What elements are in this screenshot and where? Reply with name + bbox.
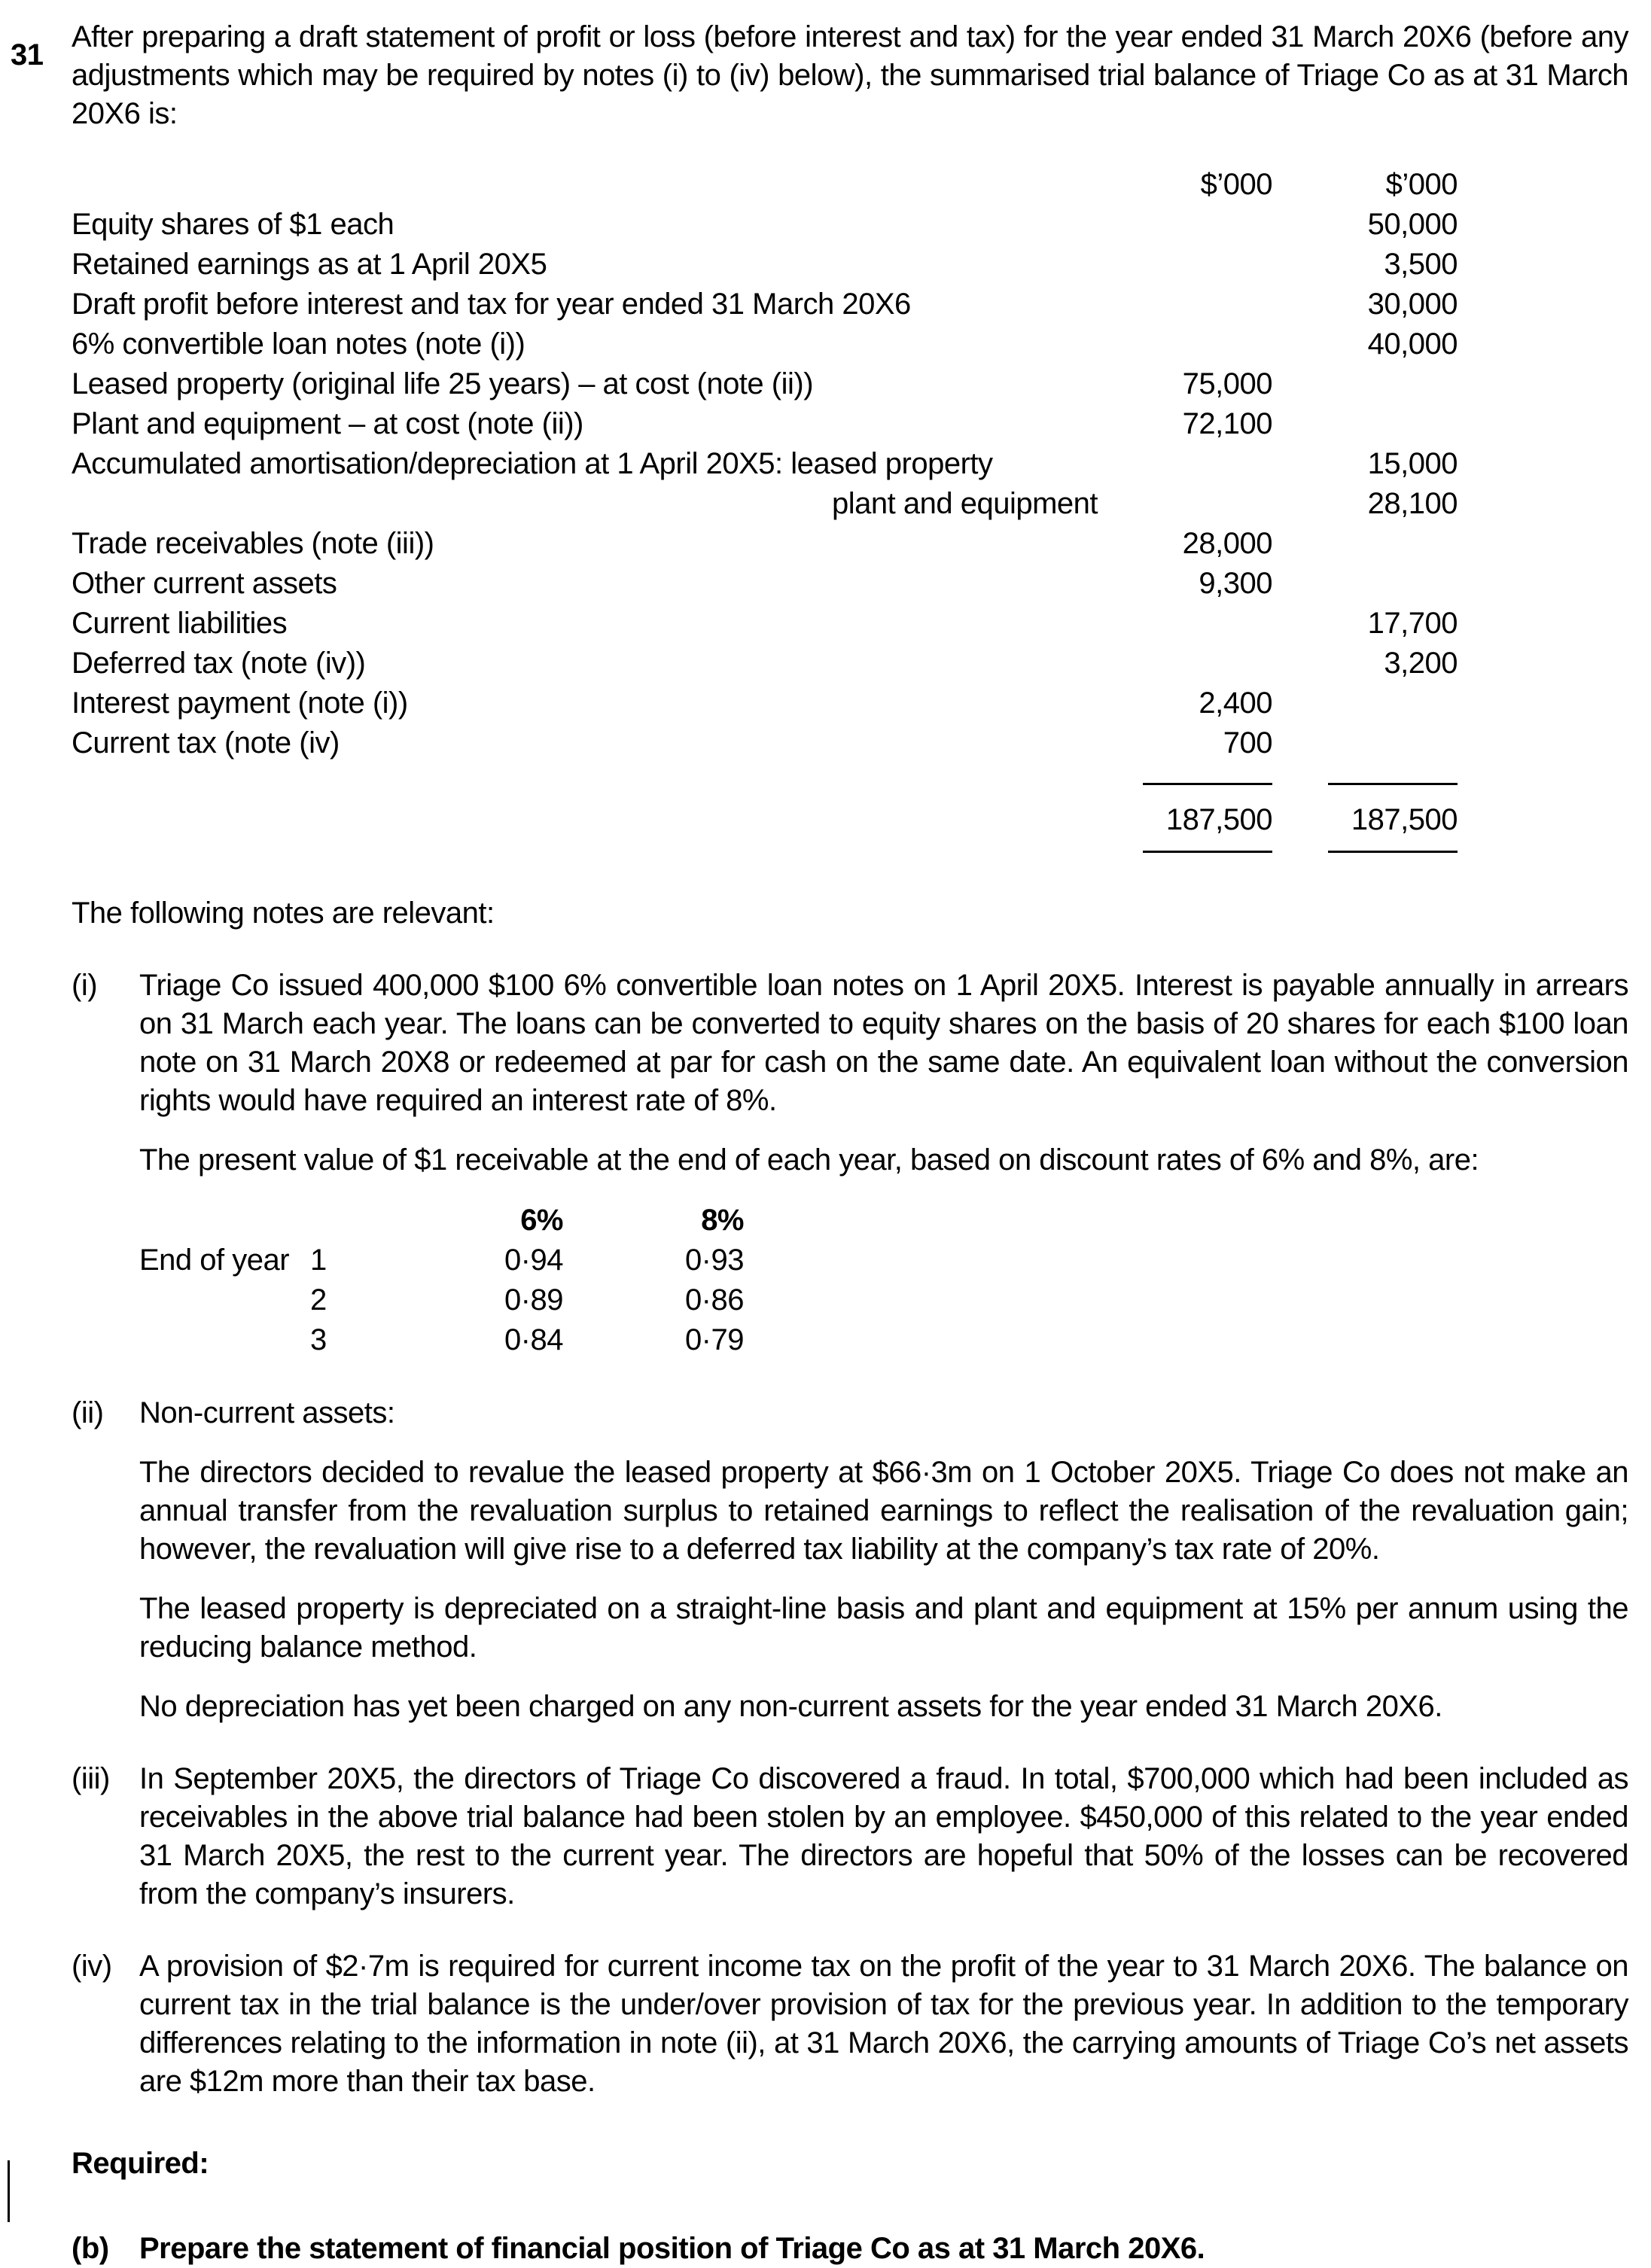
row-debit bbox=[1122, 205, 1272, 245]
required-heading: Required: bbox=[72, 2147, 209, 2180]
pv-header-6pct: 6% bbox=[520, 1204, 563, 1237]
trial-balance-table bbox=[72, 165, 1458, 853]
pv-header-spacer bbox=[139, 1201, 309, 1241]
row-debit bbox=[1122, 285, 1272, 324]
note-iv bbox=[72, 1947, 1628, 2101]
row-debit: 700 bbox=[1223, 726, 1272, 760]
note-i-marker: (i) bbox=[72, 969, 98, 1002]
pv-row-label: End of year bbox=[139, 1244, 290, 1277]
row-credit bbox=[1272, 683, 1458, 723]
table-row bbox=[72, 324, 1458, 364]
pv-row bbox=[139, 1320, 1628, 1360]
table-row bbox=[72, 364, 1458, 404]
pv-row-label bbox=[139, 1320, 309, 1360]
pv-value-6pct: 0·94 bbox=[504, 1244, 563, 1277]
row-credit: 3,200 bbox=[1384, 647, 1458, 680]
totals-row bbox=[72, 783, 1458, 853]
table-row bbox=[72, 524, 1458, 564]
row-label: Leased property (original life 25 years) – at cost (note (ii)) bbox=[72, 367, 814, 400]
row-credit bbox=[1272, 524, 1458, 564]
row-debit bbox=[1122, 324, 1272, 364]
row-label: Equity shares of $1 each bbox=[72, 208, 394, 241]
row-debit bbox=[1122, 644, 1272, 683]
pv-row bbox=[139, 1241, 1628, 1280]
row-debit: 28,000 bbox=[1182, 527, 1272, 560]
row-label: Interest payment (note (i)) bbox=[72, 686, 408, 720]
pv-row-label bbox=[139, 1280, 309, 1320]
row-label: 6% convertible loan notes (note (i)) bbox=[72, 327, 525, 361]
row-debit: 2,400 bbox=[1199, 686, 1272, 720]
table-row bbox=[72, 723, 1458, 763]
present-value-table bbox=[139, 1201, 1628, 1360]
table-row bbox=[72, 484, 1458, 524]
question-intro: After preparing a draft statement of profit or loss (before interest and tax) for the year ended 31 March 20X6 (before any adjustments which may be required by notes (i) to (iv) below), the summarised trial balance of Triage Co as at 31 March 20X6 is: bbox=[72, 20, 1628, 130]
debit-total: 187,500 bbox=[1143, 783, 1272, 853]
row-credit: 50,000 bbox=[1367, 208, 1458, 241]
row-label: Current tax (note (iv) bbox=[72, 726, 340, 760]
table-row bbox=[72, 205, 1458, 245]
pv-value-8pct: 0·86 bbox=[684, 1283, 744, 1317]
table-row bbox=[72, 644, 1458, 683]
row-debit bbox=[1122, 484, 1272, 524]
pv-header-8pct: 8% bbox=[701, 1204, 744, 1237]
row-debit bbox=[1122, 444, 1272, 484]
table-row bbox=[72, 444, 1458, 484]
pv-row bbox=[139, 1280, 1628, 1320]
row-label: Deferred tax (note (iv)) bbox=[72, 647, 366, 680]
note-ii-heading: Non-current assets: bbox=[139, 1396, 395, 1429]
trial-balance-header-row bbox=[72, 165, 1458, 205]
note-ii bbox=[72, 1394, 1628, 1726]
note-iv-marker: (iv) bbox=[72, 1950, 112, 1983]
row-label: Retained earnings as at 1 April 20X5 bbox=[72, 248, 547, 281]
document-page bbox=[0, 18, 1651, 2265]
credit-column-header: $’000 bbox=[1385, 168, 1458, 201]
note-iii-paragraph: In September 20X5, the directors of Triage Co discovered a fraud. In total, $700,000 which had been included as receivables in the above trial balance had been stolen by an employee. $450,000 of this related to the year ended 31 March 20X5, the rest to the current year. The directors are hopeful that 50% of the losses can be recovered from the company’s insurers. bbox=[139, 1762, 1628, 1910]
credit-total-cell bbox=[1272, 783, 1458, 853]
pv-value-6pct: 0·84 bbox=[504, 1323, 563, 1356]
pv-year: 2 bbox=[310, 1283, 327, 1317]
row-credit: 28,100 bbox=[1367, 487, 1458, 520]
row-label: Accumulated amortisation/depreciation at 1 April 20X5: leased property bbox=[72, 447, 993, 480]
row-label: Trade receivables (note (iii)) bbox=[72, 527, 434, 560]
row-label: plant and equipment bbox=[832, 487, 1098, 520]
row-debit: 9,300 bbox=[1199, 567, 1272, 600]
row-credit bbox=[1272, 723, 1458, 763]
row-credit: 30,000 bbox=[1367, 288, 1458, 321]
totals-spacer bbox=[72, 783, 1122, 853]
row-credit: 17,700 bbox=[1367, 607, 1458, 640]
table-row bbox=[72, 245, 1458, 285]
row-label: Other current assets bbox=[72, 567, 337, 600]
required-item-text: Prepare the statement of financial position of Triage Co as at 31 March 20X6. bbox=[139, 2232, 1205, 2265]
note-i-paragraph-1: Triage Co issued 400,000 $100 6% convertible loan notes on 1 April 20X5. Interest is payable annually in arrears on 31 March each year. The loans can be converted to equity shares on the basis of 20 shares for each $100 loan note on 31 March 20X8 or redeemed at par for cash on the same date. An equivalent loan without the conversion rights would have required an interest rate of 8%. bbox=[139, 969, 1628, 1117]
row-credit: 40,000 bbox=[1367, 327, 1458, 361]
pv-header-row bbox=[139, 1201, 1628, 1241]
debit-total-cell bbox=[1122, 783, 1272, 853]
credit-total: 187,500 bbox=[1328, 783, 1458, 853]
row-debit: 75,000 bbox=[1182, 367, 1272, 400]
row-credit bbox=[1272, 364, 1458, 404]
row-debit bbox=[1122, 245, 1272, 285]
debit-column-header: $’000 bbox=[1200, 168, 1272, 201]
row-label: Current liabilities bbox=[72, 607, 288, 640]
table-row bbox=[72, 404, 1458, 444]
table-row bbox=[72, 285, 1458, 324]
pv-year: 1 bbox=[310, 1244, 327, 1277]
note-ii-paragraph-3: No depreciation has yet been charged on any non-current assets for the year ended 31 March 20X6. bbox=[139, 1690, 1442, 1723]
table-row bbox=[72, 564, 1458, 604]
notes-intro: The following notes are relevant: bbox=[72, 897, 495, 930]
note-i-paragraph-2: The present value of $1 receivable at the end of each year, based on discount rates of 6% and 8%, are: bbox=[139, 1143, 1479, 1177]
required-item-marker: (b) bbox=[72, 2232, 109, 2265]
row-credit bbox=[1272, 564, 1458, 604]
note-iii-marker: (iii) bbox=[72, 1762, 110, 1795]
row-debit bbox=[1122, 604, 1272, 644]
row-credit bbox=[1272, 404, 1458, 444]
row-credit: 15,000 bbox=[1367, 447, 1458, 480]
margin-change-bar bbox=[8, 2160, 10, 2222]
note-ii-marker: (ii) bbox=[72, 1396, 104, 1429]
table-row bbox=[72, 683, 1458, 723]
pv-value-8pct: 0·93 bbox=[684, 1244, 744, 1277]
required-item-b bbox=[72, 2230, 1628, 2268]
note-ii-paragraph-2: The leased property is depreciated on a straight-line basis and plant and equipment at 15% per annum using the reducing balance method. bbox=[139, 1592, 1628, 1664]
table-row bbox=[72, 604, 1458, 644]
question-number: 31 bbox=[11, 38, 44, 72]
note-iv-paragraph: A provision of $2·7m is required for current income tax on the profit of the year to 31 March 20X6. The balance on current tax in the trial balance is the under/over provision of tax for the previous year. In addition to the temporary differences relating to the information in note (ii), at 31 March 20X6, the carrying amounts of Triage Co’s net assets are $12m more than their tax base. bbox=[139, 1950, 1628, 2098]
note-ii-paragraph-1: The directors decided to revalue the leased property at $66·3m on 1 October 20X5. Triage Co does not make an annual transfer from the revaluation surplus to retained earnings to reflect the realisation of the revaluation gain; however, the revaluation will give rise to a deferred tax liability at the company’s tax rate of 20%. bbox=[139, 1456, 1628, 1566]
note-iii bbox=[72, 1760, 1628, 1913]
row-credit: 3,500 bbox=[1384, 248, 1458, 281]
pv-value-8pct: 0·79 bbox=[684, 1323, 744, 1356]
pv-header-spacer bbox=[309, 1201, 348, 1241]
header-spacer bbox=[72, 165, 1122, 205]
row-label: Plant and equipment – at cost (note (ii)) bbox=[72, 407, 583, 440]
pv-value-6pct: 0·89 bbox=[504, 1283, 563, 1317]
row-debit: 72,100 bbox=[1182, 407, 1272, 440]
row-label: Draft profit before interest and tax for year ended 31 March 20X6 bbox=[72, 288, 911, 321]
pv-year: 3 bbox=[310, 1323, 327, 1356]
note-i bbox=[72, 967, 1628, 1360]
